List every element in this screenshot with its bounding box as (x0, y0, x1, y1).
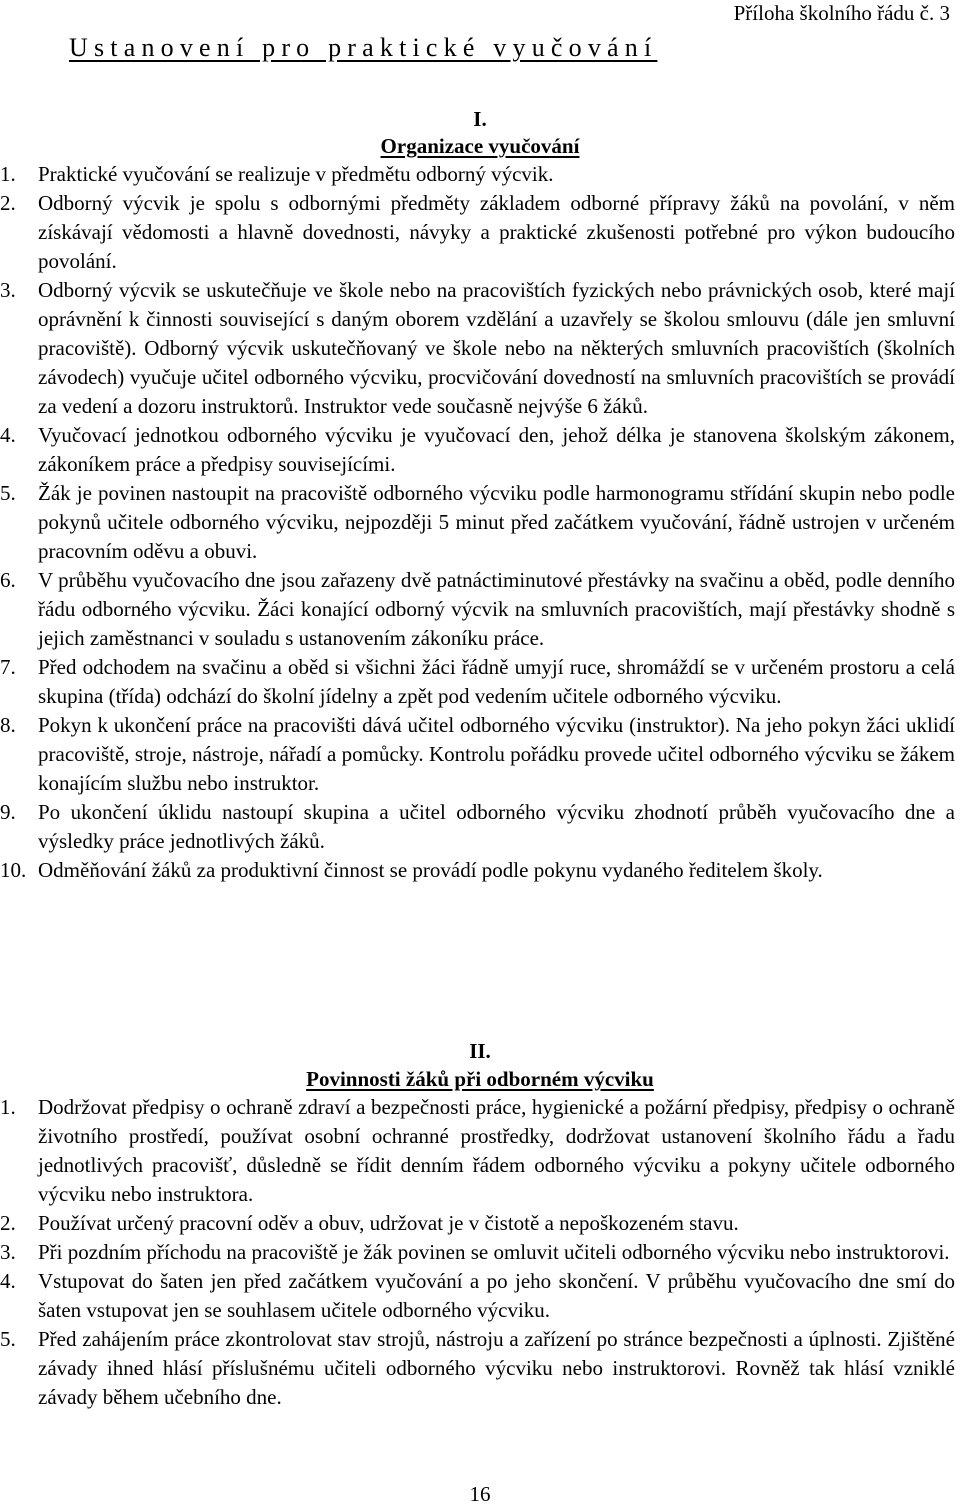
item-text: Používat určený pracovní oděv a obuv, udržovat je v čistotě a nepoškozeném stavu. (38, 1211, 739, 1235)
item-text: V průběhu vyučovacího dne jsou zařazeny dvě patnáctiminutové přestávky na svačinu a oběd, podle denního řádu odborného výcviku. Žáci konající odborný výcvik na smluvních pracovištích, mají přestávky shodně s jejich zaměstnanci v souladu s ustanovením zákoníku práce. (38, 568, 955, 650)
item-text: Při pozdním příchodu na pracoviště je žák povinen se omluvit učiteli odborného výcviku nebo instruktorovi. (38, 1240, 950, 1264)
item-number: 3. (0, 1240, 16, 1264)
list-item (0, 1267, 955, 1325)
item-text: Vstupovat do šaten jen před začátkem vyučování a po jeho skončení. V průběhu vyučovacího dne smí do šaten vstupovat jen se souhlasem učitele odborného výcviku. (38, 1269, 955, 1322)
item-text: Dodržovat předpisy o ochraně zdraví a bezpečnosti práce, hygienické a požární předpisy, předpisy o ochraně životního prostředí, používat osobní ochranné prostředky, dodržovat ustanovení školního řádu a řadu jednotlivých pracovišť, důsledně se řídit denním řádem odborného výcviku a pokyny učitele odborného výcviku nebo instruktora. (38, 1095, 955, 1206)
section-2-title: Povinnosti žáků při odborném výcviku (306, 1067, 654, 1091)
list-item (0, 160, 955, 189)
item-number: 2. (0, 191, 16, 215)
section-1-list (0, 160, 955, 885)
item-text: Před zahájením práce zkontrolovat stav strojů, nástroju a zařízení po stránce bezpečnosti a úplnosti. Zjištěné závady ihned hlásí příslušnému učiteli odborného výcviku nebo instruktorovi. Rovněž tak hlásí vzniklé závady během učebního dne. (38, 1327, 955, 1409)
list-item (0, 711, 955, 798)
item-text: Žák je povinen nastoupit na pracoviště odborného výcviku podle harmonogramu střídání skupin nebo podle pokynů učitele odborného výcviku, nejpozději 5 minut před začátkem vyučování, řádně ustrojen v určeném pracovním oděvu a obuvi. (38, 481, 955, 563)
list-item (0, 1093, 955, 1209)
item-text: Praktické vyučování se realizuje v předmětu odborný výcvik. (38, 162, 554, 186)
item-number: 5. (0, 1327, 16, 1351)
list-item (0, 421, 955, 479)
item-text: Před odchodem na svačinu a oběd si všichni žáci řádně umyjí ruce, shromáždí se v určeném prostoru a celá skupina (třída) odchází do školní jídelny a zpět pod vedením učitele odborného výcviku. (38, 655, 955, 708)
list-item (0, 1238, 955, 1267)
document-title: Ustanovení pro praktické vyučování (69, 33, 658, 62)
item-text: Po ukončení úklidu nastoupí skupina a učitel odborného výcviku zhodnotí průběh vyučovacího dne a výsledky práce jednotlivých žáků. (38, 800, 955, 853)
section-2-list (0, 1093, 955, 1412)
item-number: 2. (0, 1211, 16, 1235)
list-item (0, 856, 955, 885)
item-text: Vyučovací jednotkou odborného výcviku je vyučovací den, jehož délka je stanovena školským zákonem, zákoníkem práce a předpisy souvisejícími. (38, 423, 955, 476)
item-number: 3. (0, 278, 16, 302)
page-number: 16 (469, 1482, 491, 1506)
item-number: 7. (0, 655, 16, 679)
item-number: 6. (0, 568, 16, 592)
item-number: 1. (0, 1095, 16, 1119)
annex-label: Příloha školního řádu č. 3 (733, 1, 950, 25)
item-text: Odborný výcvik se uskutečňuje ve škole nebo na pracovištích fyzických nebo právnických osob, které mají oprávnění k činnosti související s daným oborem vzdělání a uzavřely se školou smlouvu (dále jen smluvní pracoviště). Odborný výcvik uskutečňovaný ve škole nebo na některých smluvních pracovištích (školních závodech) vyučuje učitel odborného výcviku, procvičování dovedností na smluvních pracovištích se provádí za vedení a dozoru instruktorů. Instruktor vede současně nejvýše 6 žáků. (38, 278, 955, 418)
item-text: Odborný výcvik je spolu s odbornými předměty základem odborné přípravy žáků na povolání, v něm získávají vědomosti a hlavně dovednosti, návyky a praktické zkušenosti potřebné pro výkon budoucího povolání. (38, 191, 955, 273)
item-number: 8. (0, 713, 16, 737)
item-number: 4. (0, 1269, 16, 1293)
item-number: 1. (0, 162, 16, 186)
section-1-number: I. (473, 107, 487, 131)
section-1-title: Organizace vyučování (380, 134, 580, 158)
list-item (0, 1209, 955, 1238)
item-number: 4. (0, 423, 16, 447)
list-item (0, 276, 955, 421)
item-number: 5. (0, 481, 16, 505)
item-text: Pokyn k ukončení práce na pracovišti dává učitel odborného výcviku (instruktor). Na jeho pokyn žáci uklidí pracoviště, stroje, nástroje, nářadí a pomůcky. Kontrolu pořádku provede učitel odborného výcviku se žákem konajícím službu nebo instruktor. (38, 713, 955, 795)
item-text: Odměňování žáků za produktivní činnost se provádí podle pokynu vydaného ředitelem školy. (38, 858, 823, 882)
list-item (0, 1325, 955, 1412)
list-item (0, 189, 955, 276)
item-number: 10. (0, 858, 27, 882)
list-item (0, 653, 955, 711)
section-2-number: II. (469, 1039, 491, 1063)
list-item (0, 798, 955, 856)
item-number: 9. (0, 800, 16, 824)
list-item (0, 566, 955, 653)
list-item (0, 479, 955, 566)
